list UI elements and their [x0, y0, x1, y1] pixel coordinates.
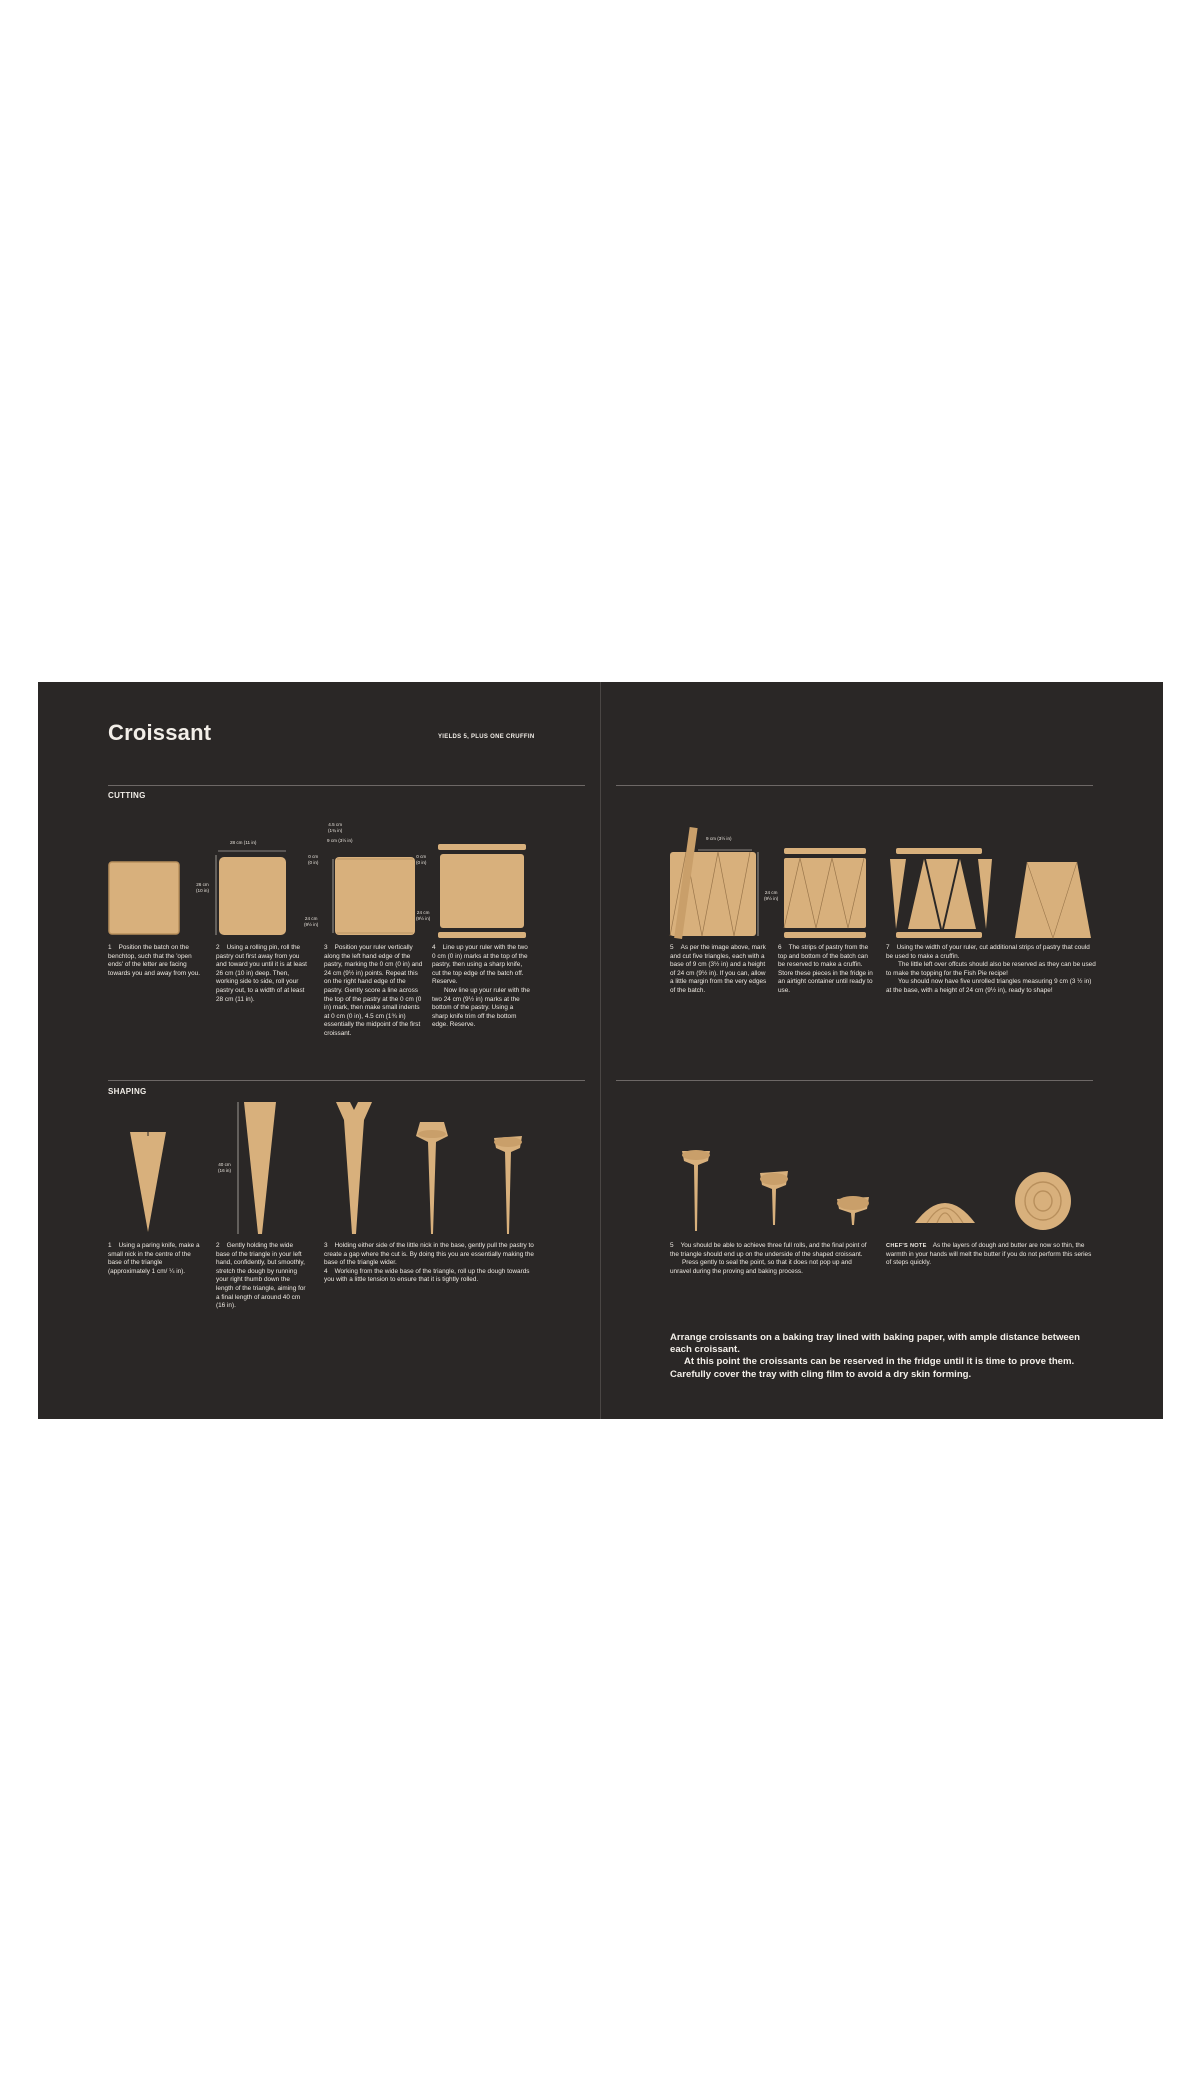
cutting-figure-8 — [1013, 860, 1093, 940]
cutting-rule-right — [616, 785, 1093, 786]
cutting-step-3: 3 Position your ruler vertically along the left hand edge of the pastry, marking the 0 cm (0 in) and 24 cm (9½ in) points. Repeat this on the right hand edge of the pastry. Gently score a line across the top of the pastry at the 0 cm (0 in) mark, then make small indents at 0 cm (0 in), 4.5 cm (1¾ in) essentially the midpoint of the first croissant. — [324, 944, 423, 1037]
closing-paragraph-1: Arrange croissants on a baking tray lined with baking paper, with ample distance between each croissant. — [670, 1332, 1080, 1356]
yields-label: YIELDS 5, PLUS ONE CRUFFIN — [438, 734, 535, 740]
shaping-figure-4 — [414, 1120, 450, 1236]
dim-0cm-right: 0 cm (0 in) — [416, 854, 427, 865]
shaping-figure-8 — [833, 1187, 873, 1227]
cutting-figure-7 — [886, 847, 996, 939]
shaping-rule-left — [108, 1080, 585, 1081]
closing-text — [670, 1332, 1100, 1381]
cutting-rule-left — [108, 785, 585, 786]
recipe-title: Croissant — [108, 720, 212, 745]
shaping-rule-right — [616, 1080, 1093, 1081]
shaping-figure-1 — [128, 1130, 168, 1234]
cutting-step-4: 4 Line up your ruler with the two 0 cm (0 in) marks at the top of the pastry, then using a sharp knife, cut the top edge of the batch off. Reserve. Now line up your ruler with the two 24 cm (9½ in) marks at the bottom of the pastry. Using a sharp knife trim off the bottom edge. Reserve. — [432, 944, 530, 1029]
dim-40cm: 40 cm (16 in) — [218, 1162, 232, 1173]
cutting-step-1: 1 Position the batch on the benchtop, such that the 'open ends' of the letter are facing towards you and away from you. — [108, 944, 200, 977]
shaping-heading: SHAPING — [108, 1087, 147, 1096]
dim-24cm-left: 24 cm (9½ in) — [304, 916, 319, 927]
shaping-step-1: 1 Using a paring knife, make a small nick in the centre of the base of the triangle (approximately 1 cm/ ¼ in). — [108, 1242, 200, 1275]
cutting-figure-2 — [216, 847, 288, 937]
dim-28cm: 28 cm (11 in) — [230, 840, 257, 845]
cutting-step-2: 2 Using a rolling pin, roll the pastry out first away from you and toward you until it is at least 26 cm (10 in) deep. Then, working side to side, roll your pastry out, to a width of at least 28 cm (11 in). — [216, 944, 307, 1003]
dim-9cm-top: 9 cm (3½ in) — [327, 838, 353, 843]
dim-24cm-5: 24 cm (9½ in) — [764, 890, 779, 901]
cutting-step-7: 7 Using the width of your ruler, cut additional strips of pastry that could be used to make a cruffin. The little left over offcuts should also be reserved as they can be used to make the topping for the Fish Pie recipe! You should now have five unrolled triangles measuring 9 cm (3 ½ in) at the base, with a height of 24 cm (9½ in), ready to shape! — [886, 944, 1096, 994]
dim-4-5cm: 4.5 cm (1¾ in) — [328, 822, 343, 833]
shaping-figure-2 — [236, 1100, 280, 1236]
closing-paragraph-2: At this point the croissants can be reserved in the fridge until it is time to prove them. Carefully cover the tray with cling film to avoid a dry skin forming. — [670, 1356, 1075, 1380]
book-spread — [38, 682, 1163, 1419]
dim-9cm-5: 9 cm (3½ in) — [706, 836, 732, 841]
shaping-figure-7 — [756, 1167, 792, 1227]
shaping-figure-9 — [913, 1187, 977, 1227]
chefs-note: CHEF'S NOTE As the layers of dough and butter are now so thin, the warmth in your hands will melt the butter if you do not perform this series of steps quickly. — [886, 1242, 1092, 1267]
cutting-figure-6 — [782, 847, 868, 939]
cutting-figure-1 — [108, 860, 182, 936]
shaping-figure-5 — [490, 1132, 526, 1236]
dim-0cm-left: 0 cm (0 in) — [308, 854, 319, 865]
shaping-step-5: 5 You should be able to achieve three full rolls, and the final point of the triangle should end up on the underside of the shaped croissant. Press gently to seal the point, so that it does not pop up and unravel during the proving and baking process. — [670, 1242, 867, 1275]
shaping-step-3-4: 3 Holding either side of the little nick in the base, gently pull the pastry to create a gap where the cut is. By doing this you are essentially making the base of the triangle wider. 4 Working from the wide base of the triangle, roll up the dough towards you with a little tension to ensure that it is tightly rolled. — [324, 1242, 534, 1284]
dim-24cm-bottom: 24 cm (9½ in) — [416, 910, 431, 921]
shaping-figure-6 — [678, 1147, 714, 1233]
cutting-figure-3 — [323, 837, 423, 939]
chefs-note-label: CHEF'S NOTE — [886, 1243, 927, 1249]
dim-26cm: 26 cm (10 in) — [196, 882, 210, 893]
cutting-figure-4 — [436, 842, 528, 942]
cutting-step-5: 5 As per the image above, mark and cut five triangles, each with a base of 9 cm (3½ in) and a height of 24 cm (9½ in). If you can, allow a little margin from the very edges of the batch. — [670, 944, 767, 994]
page-gutter — [600, 682, 601, 1419]
shaping-step-2: 2 Gently holding the wide base of the triangle in your left hand, confidently, but smoothly, stretch the dough by running your right thumb down the length of the triangle, aiming for a final length of around 40 cm (16 in). — [216, 1242, 306, 1310]
shaping-figure-10 — [1013, 1170, 1073, 1232]
shaping-figure-3 — [334, 1100, 374, 1236]
cutting-step-6: 6 The strips of pastry from the top and bottom of the batch can be reserved to make a cruffin. Store these pieces in the fridge in an airtight container until ready to use. — [778, 944, 873, 994]
cutting-heading: CUTTING — [108, 791, 146, 800]
